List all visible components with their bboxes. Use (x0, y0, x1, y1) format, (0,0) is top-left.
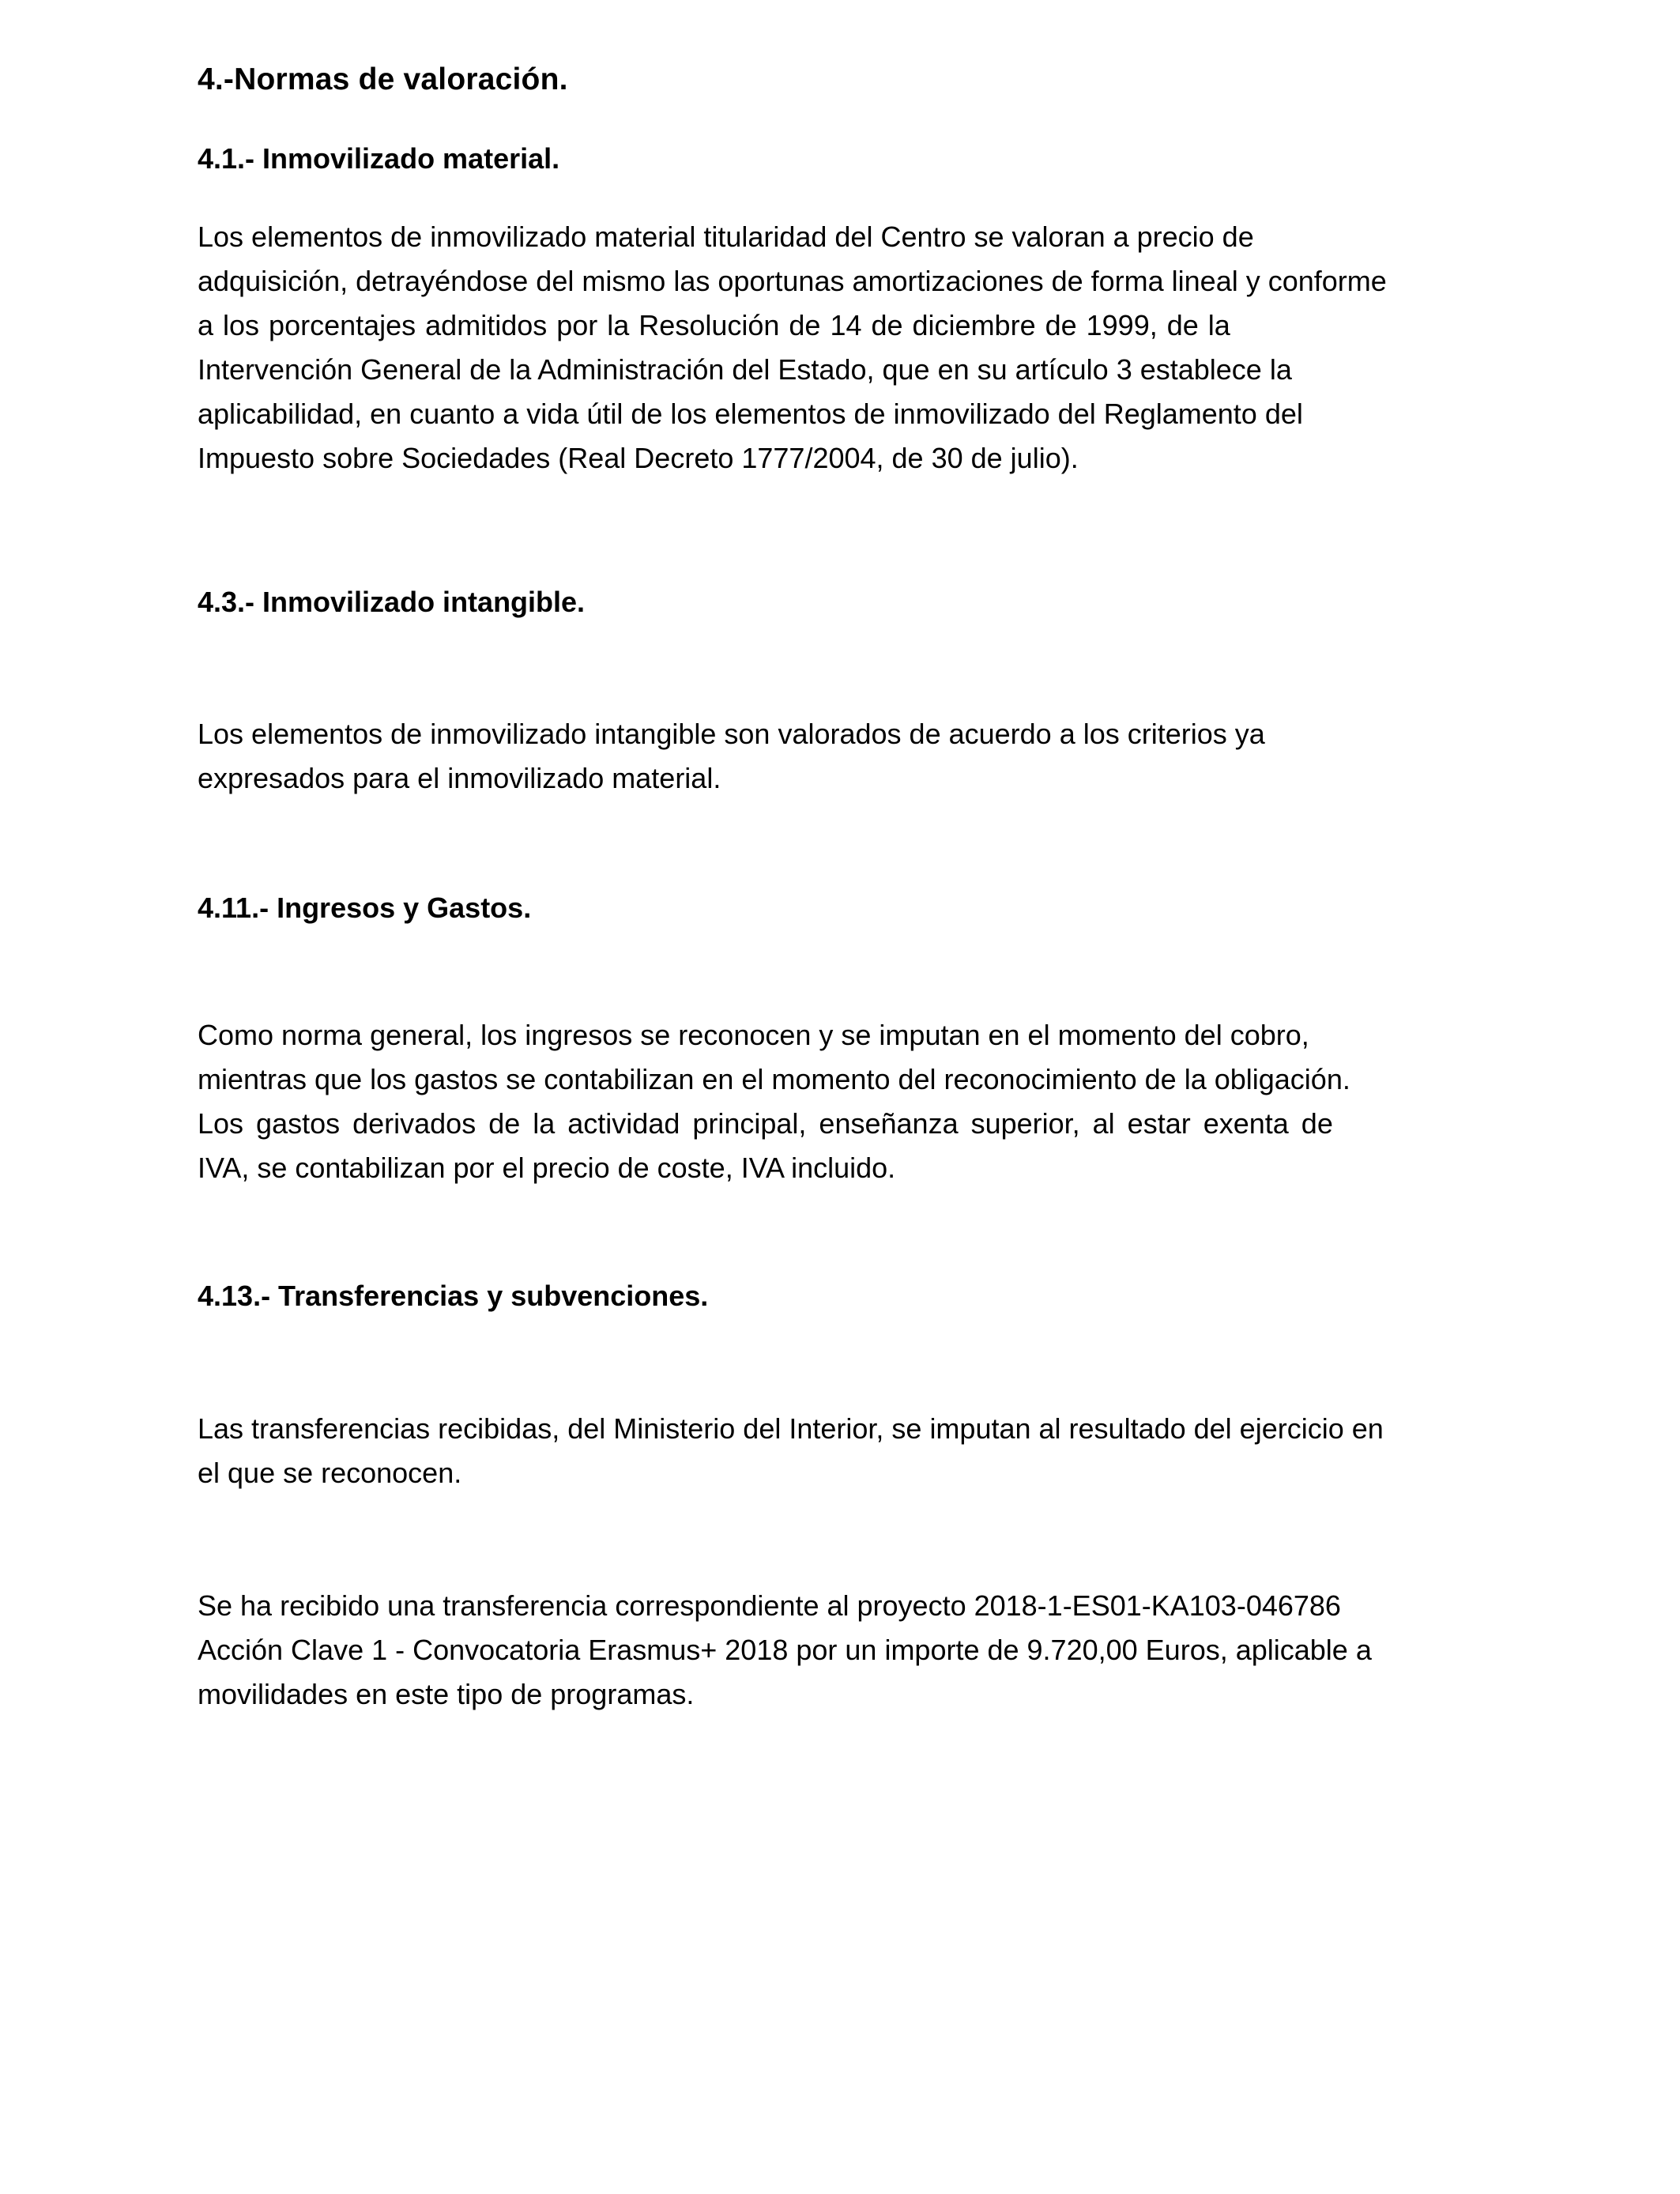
section-heading-transferencias-subvenciones: 4.13.- Transferencias y subvenciones. (198, 1280, 709, 1313)
paragraph-transferencias (198, 1407, 1494, 1495)
paragraph-line: Acción Clave 1 - Convocatoria Erasmus+ 2018 por un importe de 9.720,00 Euros, aplicable a (198, 1633, 1372, 1666)
section-heading-inmovilizado-intangible: 4.3.- Inmovilizado intangible. (198, 585, 586, 618)
paragraph-line: mientras que los gastos se contabilizan en el momento del reconocimiento de la obligación. (198, 1063, 1350, 1096)
paragraph-line: Intervención General de la Administración del Estado, que en su artículo 3 establece la (198, 352, 1292, 386)
paragraph-erasmus-transferencia (198, 1584, 1494, 1717)
paragraph-line: Los elementos de inmovilizado material titularidad del Centro se valoran a precio de (198, 220, 1254, 253)
paragraph-line: Las transferencias recibidas, del Ministerio del Interior, se imputan al resultado del ejercicio en (198, 1412, 1384, 1445)
paragraph-line: adquisición, detrayéndose del mismo las oportunas amortizaciones de forma lineal y conforme (198, 264, 1387, 297)
section-heading-inmovilizado-material: 4.1.- Inmovilizado material. (198, 141, 560, 175)
paragraph-line: expresados para el inmovilizado material. (198, 762, 721, 795)
document-body (198, 55, 1494, 1717)
paragraph-line: Impuesto sobre Sociedades (Real Decreto 1777/2004, de 30 de julio). (198, 441, 1079, 474)
paragraph-line: a los porcentajes admitidos por la Resolución de 14 de diciembre de 1999, de la (198, 308, 1230, 341)
paragraph-line: movilidades en este tipo de programas. (198, 1677, 695, 1710)
section-heading-ingresos-gastos: 4.11.- Ingresos y Gastos. (198, 892, 532, 925)
paragraph-line: Los elementos de inmovilizado intangible son valorados de acuerdo a los criterios ya (198, 718, 1265, 751)
paragraph-line: el que se reconocen. (198, 1456, 462, 1489)
paragraph-ingresos-gastos (198, 1013, 1494, 1190)
paragraph-line: aplicabilidad, en cuanto a vida útil de los elementos de inmovilizado del Reglamento del (198, 397, 1303, 430)
paragraph-inmovilizado-intangible (198, 712, 1494, 801)
page-title: 4.-Normas de valoración. (198, 62, 568, 96)
paragraph-line: Se ha recibido una transferencia correspondiente al proyecto 2018-1-ES01-KA103-046786 (198, 1589, 1341, 1622)
paragraph-line: Como norma general, los ingresos se reconocen y se imputan en el momento del cobro, (198, 1019, 1309, 1052)
paragraph-inmovilizado-material (198, 215, 1494, 481)
paragraph-line: IVA, se contabilizan por el precio de coste, IVA incluido. (198, 1152, 896, 1185)
paragraph-line: Los gastos derivados de la actividad principal, enseñanza superior, al estar exenta de (198, 1107, 1333, 1140)
